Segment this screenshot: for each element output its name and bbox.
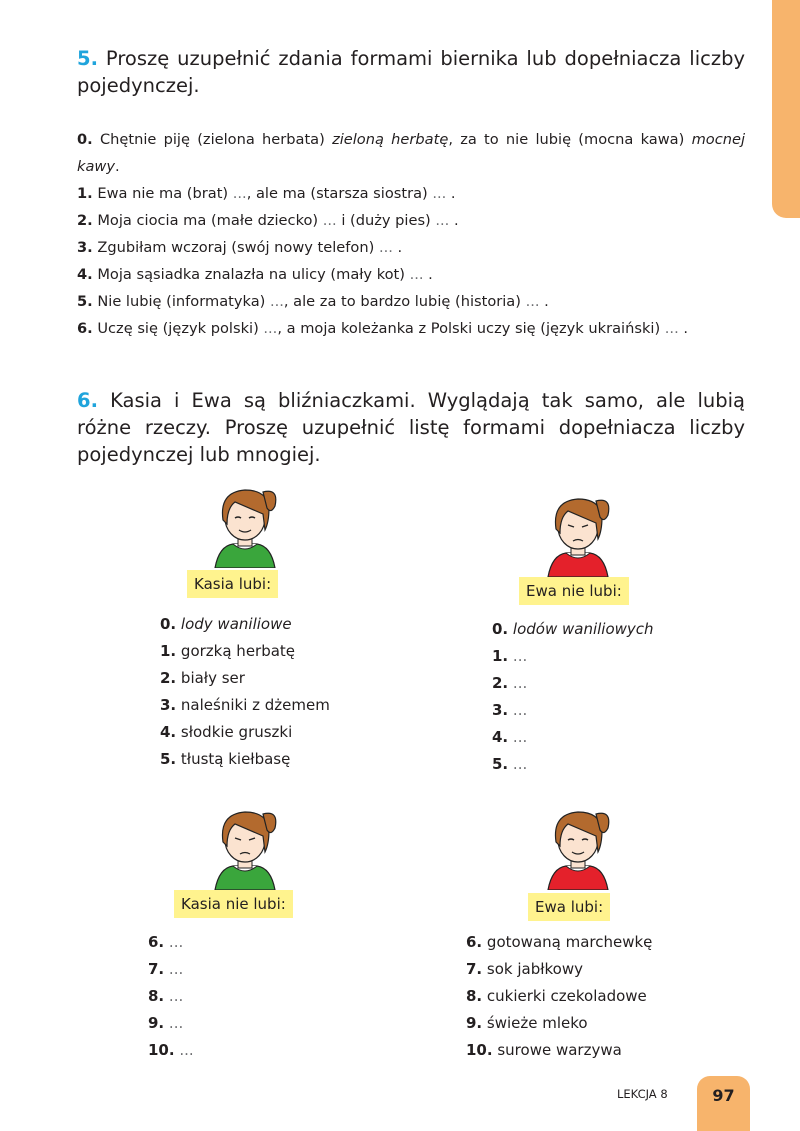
sentence-text: . [539,293,549,310]
sentence-text: . [392,239,403,256]
item-number: 3. [160,696,177,714]
item-text: gotowaną marchewkę [486,933,653,951]
example-text-2: , za to nie lubię (mocna kawa) [448,131,685,148]
answer-blank: ... [263,320,278,337]
item-text: lodów waniliowych [512,620,654,638]
list-item [492,643,654,670]
answer-blank: ... [432,185,447,202]
item-text: cukierki czekoladowe [486,987,647,1005]
sentence-number: 6. [77,320,93,337]
answer-blank: ... [512,701,528,719]
item-number: 1. [160,642,177,660]
sentence-text: i (duży pies) [336,212,436,229]
item-number: 7. [466,960,483,978]
example-end: . [114,158,120,175]
item-number: 9. [148,1014,165,1032]
item-text: biały ser [180,669,245,687]
answer-blank: ... [512,728,528,746]
item-number: 10. [466,1041,493,1059]
list-item [466,983,652,1010]
item-text: świeże mleko [486,1014,588,1032]
answer-blank: ... [512,674,528,692]
exercise-5-title [77,45,745,99]
list-item [160,746,330,773]
item-number: 1. [492,647,509,665]
sentence-text: , ale ma (starsza siostra) [246,185,433,202]
label-kasia-dislikes: Kasia nie lubi: [174,890,293,918]
sentence-number: 5. [77,293,93,310]
item-number: 6. [148,933,165,951]
list-kasia-dislikes [148,929,194,1064]
sentence-text: . [446,185,456,202]
item-text: sok jabłkowy [486,960,583,978]
item-text: tłustą kiełbasę [180,750,291,768]
list-item [492,616,654,643]
sentence-text: Moja sąsiadka znalazła na ulicy (mały kot) [97,266,410,283]
list-item [160,665,330,692]
item-text: surowe warzywa [497,1041,622,1059]
exercise-5-sentence [77,207,745,234]
item-number: 8. [466,987,483,1005]
item-number: 9. [466,1014,483,1032]
sentence-text: Nie lubię (informatyka) [97,293,270,310]
side-tab [772,0,800,218]
answer-blank: ... [168,960,184,978]
list-item [466,1037,652,1064]
answer-blank: ... [168,933,184,951]
example-text-1: Chętnie piję (zielona herbata) [99,131,325,148]
answer-blank: ... [525,293,540,310]
answer-blank: ... [409,266,424,283]
exercise-6-instruction: Kasia i Ewa są bliźniaczkami. Wyglądają tak samo, ale lubią różne rzeczy. Proszę uzupełnić listę formami dopełniacza liczby pojedynczej lub mnogiej. [77,389,745,466]
ewa-happy-illustration [538,800,618,890]
item-text: słodkie gruszki [180,723,293,741]
label-ewa-dislikes: Ewa nie lubi: [519,577,629,605]
answer-blank: ... [378,239,393,256]
exercise-5-sentence [77,234,745,261]
list-item [466,956,652,983]
example-sentence [77,126,745,180]
list-item [148,1037,194,1064]
list-kasia-likes [160,611,330,773]
item-number: 0. [492,620,509,638]
answer-blank: ... [232,185,247,202]
list-item [160,638,330,665]
footer-lesson: LEKCJA 8 [617,1087,668,1101]
exercise-5-sentence [77,180,745,207]
sentence-text: . [423,266,433,283]
item-text: gorzką herbatę [180,642,296,660]
answer-blank: ... [512,755,528,773]
item-number: 4. [492,728,509,746]
answer-blank: ... [168,987,184,1005]
answer-blank: ... [664,320,679,337]
item-number: 3. [492,701,509,719]
list-ewa-likes [466,929,652,1064]
list-item [148,956,194,983]
item-number: 10. [148,1041,175,1059]
exercise-6-number: 6. [77,389,98,412]
sentence-text: . [678,320,688,337]
list-item [148,929,194,956]
list-item [466,1010,652,1037]
answer-blank: ... [168,1014,184,1032]
item-number: 5. [492,755,509,773]
sentence-number: 1. [77,185,93,202]
exercise-5-sentence [77,315,745,342]
list-ewa-dislikes [492,616,654,778]
example-num: 0. [77,131,93,148]
exercise-5-instruction: Proszę uzupełnić zdania formami biernika lub dopełniacza liczby pojedynczej. [77,47,745,97]
sentence-text: , a moja koleżanka z Polski uczy się (język ukraiński) [277,320,665,337]
item-text: naleśniki z dżemem [180,696,330,714]
sentence-number: 2. [77,212,93,229]
list-item [160,611,330,638]
answer-blank: ... [512,647,528,665]
sentence-text: . [449,212,459,229]
page-number: 97 [697,1076,750,1131]
exercise-5-sentence [77,261,745,288]
answer-blank: ... [269,293,284,310]
list-item [148,983,194,1010]
answer-blank: ... [435,212,450,229]
label-ewa-likes: Ewa lubi: [528,893,610,921]
label-kasia-likes: Kasia lubi: [187,570,278,598]
example-answer-1: zieloną herbatę [332,131,449,148]
list-item [160,692,330,719]
exercise-6-title [77,387,745,468]
exercise-5-number: 5. [77,47,98,70]
list-item [492,670,654,697]
item-number: 2. [492,674,509,692]
sentence-number: 4. [77,266,93,283]
list-item [492,751,654,778]
exercise-5-sentence [77,288,745,315]
sentence-text: , ale za to bardzo lubię (historia) [283,293,526,310]
list-item [466,929,652,956]
list-item [148,1010,194,1037]
item-number: 5. [160,750,177,768]
item-number: 6. [466,933,483,951]
answer-blank: ... [179,1041,194,1059]
sentence-text: Uczę się (język polski) [97,320,264,337]
item-text: lody waniliowe [180,615,292,633]
item-number: 0. [160,615,177,633]
sentence-number: 3. [77,239,93,256]
ewa-sad-illustration [538,487,618,577]
kasia-happy-illustration [205,478,285,568]
kasia-sad-illustration [205,800,285,890]
item-number: 4. [160,723,177,741]
item-number: 7. [148,960,165,978]
example-answer-2: mocnej kawy [77,131,746,175]
sentence-text: Ewa nie ma (brat) [97,185,233,202]
sentence-text: Moja ciocia ma (małe dziecko) [97,212,323,229]
item-number: 8. [148,987,165,1005]
list-item [160,719,330,746]
sentence-text: Zgubiłam wczoraj (swój nowy telefon) [97,239,379,256]
item-number: 2. [160,669,177,687]
list-item [492,724,654,751]
list-item [492,697,654,724]
answer-blank: ... [322,212,337,229]
